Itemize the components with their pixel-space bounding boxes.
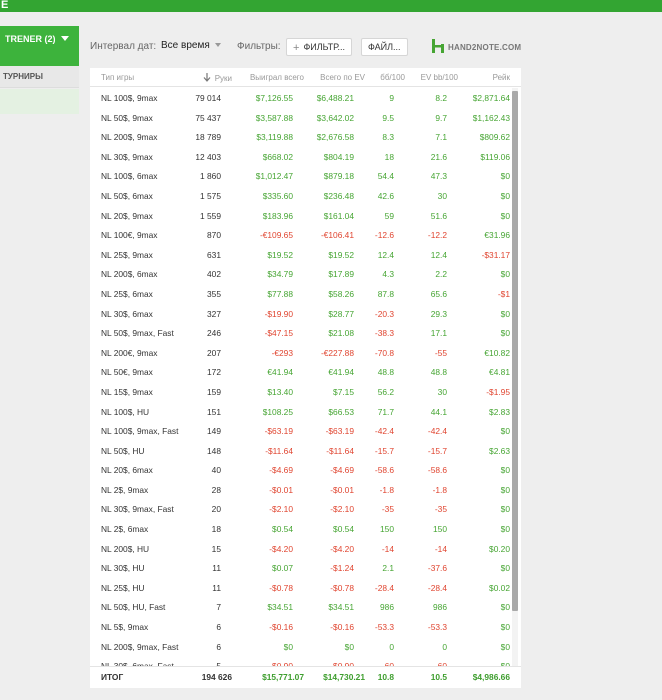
total-won: $15,771.07	[262, 672, 304, 682]
row-rake: $0	[500, 524, 510, 535]
total-ev: $14,730.21	[323, 672, 365, 682]
table-row[interactable]	[90, 539, 510, 559]
top-bar	[0, 0, 662, 12]
row-bb100: -20.3	[374, 308, 394, 319]
row-won: -$0.78	[269, 582, 293, 593]
row-ev: -$4.69	[330, 465, 354, 476]
table-row[interactable]	[90, 284, 510, 304]
row-rake: $2.83	[489, 406, 510, 417]
caret-down-icon	[61, 36, 69, 41]
row-ev-bb100: 44.1	[430, 406, 447, 417]
row-bb100: -38.3	[374, 328, 394, 339]
table-row[interactable]	[90, 441, 510, 461]
row-won: -€109.65	[259, 230, 293, 241]
row-rake: $0	[500, 308, 510, 319]
row-game-type: NL 200$, 9max, Fast	[101, 641, 179, 652]
table-row[interactable]	[90, 206, 510, 226]
table-row[interactable]	[90, 264, 510, 284]
player-selector-label: TRENER (2)	[5, 34, 56, 44]
total-bb100: 10.8	[377, 672, 394, 682]
file-button-label: ФАЙЛ...	[368, 42, 401, 52]
row-rake: €31.96	[484, 230, 510, 241]
row-ev-bb100: -42.4	[427, 426, 447, 437]
sidebar	[0, 12, 79, 700]
row-game-type: NL 25$, 6max	[101, 288, 153, 299]
row-hands: 12 403	[195, 151, 221, 162]
row-won: $0.07	[272, 563, 293, 574]
row-ev: $0.54	[333, 524, 354, 535]
row-ev: -$0.78	[330, 582, 354, 593]
row-rake: -$1	[497, 288, 510, 299]
row-game-type: NL 2$, 9max	[101, 484, 149, 495]
table-row[interactable]	[90, 186, 510, 206]
table-row[interactable]	[90, 323, 510, 343]
row-won: $3,587.88	[255, 112, 293, 123]
row-ev-bb100: -12.2	[427, 230, 447, 241]
row-ev-bb100: 51.6	[430, 210, 447, 221]
row-bb100: 54.4	[377, 171, 394, 182]
row-game-type: NL 5$, 9max	[101, 622, 149, 633]
row-rake: $0	[500, 171, 510, 182]
row-hands: 6	[216, 641, 221, 652]
sort-descending-icon	[203, 73, 211, 82]
row-hands: 172	[207, 367, 221, 378]
row-ev-bb100: 21.6	[430, 151, 447, 162]
row-ev: $161.04	[323, 210, 354, 221]
row-ev: $19.52	[328, 249, 354, 260]
row-game-type: NL 200$, 6max	[101, 269, 158, 280]
table-total-row	[90, 666, 521, 688]
row-ev: -€106.41	[320, 230, 354, 241]
row-bb100: -53.3	[374, 622, 394, 633]
row-rake: -$31.17	[481, 249, 510, 260]
row-bb100: 9	[389, 93, 394, 103]
row-bb100: -12.6	[374, 230, 394, 241]
row-won: $34.51	[267, 602, 293, 613]
row-ev-bb100: 0	[442, 641, 447, 652]
row-ev: $879.18	[323, 171, 354, 182]
row-hands: 1 860	[200, 171, 221, 182]
table-row[interactable]	[90, 617, 510, 637]
row-rake: €4.81	[489, 367, 510, 378]
row-rake: $0	[500, 563, 510, 574]
row-ev: €41.94	[328, 367, 354, 378]
row-bb100: 87.8	[377, 288, 394, 299]
row-ev: $7.15	[333, 386, 354, 397]
row-game-type: NL 50$, HU, Fast	[101, 602, 166, 613]
row-rake: $0	[500, 465, 510, 476]
row-bb100: 0	[389, 641, 394, 652]
row-ev-bb100: 30	[437, 386, 447, 397]
row-game-type: NL 50$, 9max	[101, 112, 153, 123]
column-header-hands[interactable]	[203, 73, 232, 83]
row-bb100: 986	[380, 602, 394, 613]
row-bb100: -28.4	[374, 582, 394, 593]
row-ev-bb100: -15.7	[427, 445, 447, 456]
table-row[interactable]	[90, 597, 510, 617]
table-row[interactable]	[90, 637, 510, 657]
row-rake: $1,162.43	[472, 112, 510, 123]
row-won: -$0.01	[269, 484, 293, 495]
row-ev-bb100: 48.8	[430, 367, 447, 378]
row-ev: $2,676.58	[316, 132, 354, 143]
row-rake: -$1.95	[486, 386, 510, 397]
row-ev-bb100: 7.1	[435, 132, 447, 143]
row-bb100: 59	[384, 210, 394, 221]
row-ev-bb100: -14	[434, 543, 447, 554]
table-row[interactable]	[90, 108, 510, 128]
row-bb100: 9.5	[382, 112, 394, 123]
row-game-type: NL 20$, 9max	[101, 210, 153, 221]
row-hands: 870	[207, 230, 221, 241]
filters-label: Фильтры:	[237, 41, 281, 52]
column-header-type[interactable]: Тип игры	[101, 73, 135, 82]
row-bb100: 12.4	[377, 249, 394, 260]
row-bb100: 42.6	[377, 190, 394, 201]
table-row[interactable]	[90, 578, 510, 598]
app-logo-letter: E	[1, 0, 9, 11]
table-row[interactable]	[90, 480, 510, 500]
row-rake: $2.63	[489, 445, 510, 456]
row-ev: -$63.19	[325, 426, 354, 437]
row-game-type: NL 2$, 6max	[101, 524, 149, 535]
row-ev: $66.53	[328, 406, 354, 417]
row-game-type: NL 25$, HU	[101, 582, 145, 593]
filter-button-label: ФИЛЬТР...	[303, 42, 345, 52]
row-hands: 148	[207, 445, 221, 456]
row-hands: 11	[212, 563, 221, 574]
column-header-won[interactable]: Выиграл всего	[249, 73, 304, 82]
row-hands: 355	[207, 288, 221, 299]
table-row[interactable]	[90, 460, 510, 480]
row-hands: 327	[207, 308, 221, 319]
row-ev: $28.77	[328, 308, 354, 319]
row-won: -$2.10	[269, 504, 293, 515]
row-won: $183.96	[262, 210, 293, 221]
row-ev-bb100: 2.2	[435, 269, 447, 280]
filter-button[interactable]	[286, 38, 352, 56]
row-won: $108.25	[262, 406, 293, 417]
row-won: $0	[283, 641, 293, 652]
row-hands: 18 789	[195, 132, 221, 143]
row-bb100: -15.7	[374, 445, 394, 456]
row-game-type: NL 50€, 9max	[101, 367, 153, 378]
row-ev: -$2.10	[330, 504, 354, 515]
row-ev: $3,642.02	[316, 112, 354, 123]
row-won: -$63.19	[264, 426, 293, 437]
row-game-type: NL 50$, HU	[101, 445, 145, 456]
row-ev: -$1.24	[330, 563, 354, 574]
row-rake: $0	[500, 328, 510, 339]
row-won: -€293	[271, 347, 293, 358]
row-hands: 149	[207, 426, 221, 437]
row-bb100: 150	[380, 524, 394, 535]
row-game-type: NL 100$, HU	[101, 406, 150, 417]
column-header-ev-bb100[interactable]: EV bb/100	[420, 73, 458, 82]
row-game-type: NL 100€, 9max	[101, 230, 158, 241]
date-interval-label: Интервал дат:	[90, 41, 157, 52]
row-rake: $0	[500, 504, 510, 515]
total-hands: 194 626	[201, 672, 232, 682]
row-ev: $17.89	[328, 269, 354, 280]
row-hands: 28	[211, 484, 221, 495]
row-won: $668.02	[262, 151, 293, 162]
row-bb100: -58.6	[374, 465, 394, 476]
row-hands: 18	[211, 524, 221, 535]
player-selector-button[interactable]	[0, 26, 79, 66]
row-rake: $0.02	[489, 582, 510, 593]
row-rake: $0	[500, 426, 510, 437]
row-bb100: 56.2	[377, 386, 394, 397]
row-ev: -€227.88	[320, 347, 354, 358]
row-game-type: NL 25$, 9max	[101, 249, 153, 260]
row-won: $0.54	[272, 524, 293, 535]
table-row[interactable]	[90, 127, 510, 147]
total-rake: $4,986.66	[472, 672, 510, 682]
row-rake: $0	[500, 210, 510, 221]
row-ev: $34.51	[328, 602, 354, 613]
row-rake: $0	[500, 190, 510, 201]
row-ev-bb100: 12.4	[430, 249, 447, 260]
row-ev: $236.48	[323, 190, 354, 201]
hand2note-brand[interactable]	[432, 39, 521, 55]
row-rake: $0	[500, 622, 510, 633]
row-ev-bb100: -55	[434, 347, 447, 358]
row-ev: -$11.64	[326, 445, 354, 456]
hand2note-logo-icon	[432, 39, 444, 53]
row-hands: 1 575	[200, 190, 221, 201]
row-won: €41.94	[267, 367, 293, 378]
row-rake: $119.06	[480, 151, 510, 162]
row-hands: 11	[212, 582, 221, 593]
row-bb100: 18	[384, 151, 394, 162]
main-content	[79, 12, 662, 700]
row-game-type: NL 200$, HU	[101, 543, 150, 554]
row-ev: -$4.20	[330, 543, 354, 554]
row-won: $335.60	[262, 190, 293, 201]
row-bb100: -14	[381, 543, 394, 554]
date-interval-value: Все время	[161, 40, 210, 51]
brand-text: HAND2NOTE.COM	[448, 43, 522, 52]
row-ev: $58.26	[328, 288, 354, 299]
plus-icon: +	[293, 42, 300, 54]
row-ev: $6,488.21	[316, 93, 354, 103]
row-ev-bb100: -53.3	[427, 622, 447, 633]
row-hands: 15	[211, 543, 221, 554]
row-ev-bb100: 17.1	[430, 328, 447, 339]
row-won: -$11.64	[265, 445, 293, 456]
table-scrollbar-thumb[interactable]	[512, 91, 518, 611]
row-game-type: NL 200$, 9max	[101, 132, 158, 143]
row-ev-bb100: 65.6	[430, 288, 447, 299]
row-bb100: -1.8	[379, 484, 394, 495]
table-row[interactable]	[90, 166, 510, 186]
row-won: -$0.16	[269, 622, 293, 633]
row-won: $13.40	[267, 386, 293, 397]
column-header-hands-label: Руки	[214, 74, 232, 83]
row-game-type: NL 30$, 6max	[101, 308, 153, 319]
row-ev-bb100: -1.8	[432, 484, 447, 495]
row-rake: $0	[500, 484, 510, 495]
row-hands: 159	[207, 386, 221, 397]
row-game-type: NL 30$, 9max	[101, 151, 153, 162]
sidebar-item-tournaments[interactable]: ТУРНИРЫ	[0, 66, 79, 88]
row-ev: -$0.01	[330, 484, 354, 495]
row-rake: $809.62	[479, 132, 510, 143]
row-game-type: NL 30$, 9max, Fast	[101, 504, 174, 515]
column-header-ev[interactable]: Всего по EV	[320, 73, 365, 82]
column-header-bb100[interactable]: бб/100	[380, 73, 405, 82]
row-ev-bb100: 30	[437, 190, 447, 201]
row-rake: $0.20	[489, 543, 510, 554]
row-game-type: NL 100$, 9max	[101, 93, 158, 103]
row-won: -$47.15	[264, 328, 293, 339]
row-hands: 79 014	[195, 93, 221, 103]
table-row[interactable]	[90, 245, 510, 265]
table-body	[90, 88, 510, 665]
table-row[interactable]	[90, 402, 510, 422]
row-ev-bb100: 8.2	[435, 93, 447, 103]
row-rake: $2,871.64	[472, 93, 510, 103]
table-row[interactable]	[90, 499, 510, 519]
row-bb100: 48.8	[377, 367, 394, 378]
total-ev-bb100: 10.5	[430, 672, 447, 682]
row-hands: 207	[207, 347, 221, 358]
row-game-type: NL 30$, HU	[101, 563, 145, 574]
table-row[interactable]	[90, 421, 510, 441]
row-won: -$4.69	[269, 465, 293, 476]
row-game-type: NL 50$, 9max, Fast	[101, 328, 174, 339]
date-interval-select[interactable]	[161, 40, 221, 51]
row-ev-bb100: -35	[434, 504, 447, 515]
row-hands: 402	[207, 269, 221, 280]
table-row[interactable]	[90, 147, 510, 167]
row-won: $7,126.55	[255, 93, 293, 103]
row-hands: 7	[216, 602, 221, 613]
table-header	[90, 68, 521, 87]
row-ev: $0	[344, 641, 354, 652]
row-ev-bb100: 986	[433, 602, 447, 613]
column-header-rake[interactable]: Рейк	[492, 73, 510, 82]
row-bb100: -35	[381, 504, 394, 515]
row-won: $19.52	[267, 249, 293, 260]
row-hands: 1 559	[200, 210, 221, 221]
table-row[interactable]	[90, 343, 510, 363]
row-ev-bb100: 29.3	[430, 308, 447, 319]
row-ev-bb100: 150	[433, 524, 447, 535]
row-rake: $0	[500, 602, 510, 613]
row-won: -$19.90	[264, 308, 293, 319]
row-hands: 75 437	[195, 112, 221, 123]
row-ev-bb100: -37.6	[427, 563, 447, 574]
row-bb100: 8.3	[382, 132, 394, 143]
row-hands: 20	[211, 504, 221, 515]
row-won: $1,012.47	[255, 171, 293, 182]
filter-toolbar	[79, 12, 662, 67]
caret-down-icon	[215, 43, 221, 47]
row-won: $34.79	[267, 269, 293, 280]
results-table	[90, 68, 521, 688]
row-game-type: NL 100$, 6max	[101, 171, 158, 182]
row-game-type: NL 20$, 6max	[101, 465, 153, 476]
row-ev-bb100: 47.3	[430, 171, 447, 182]
table-row[interactable]	[90, 362, 510, 382]
row-bb100: -70.8	[374, 347, 394, 358]
row-ev: $804.19	[323, 151, 354, 162]
row-won: -$4.20	[269, 543, 293, 554]
row-won: $3,119.88	[256, 132, 293, 143]
sidebar-selected-item[interactable]	[0, 89, 79, 114]
row-game-type: NL 15$, 9max	[101, 386, 153, 397]
row-game-type: NL 50$, 6max	[101, 190, 153, 201]
row-bb100: -42.4	[374, 426, 394, 437]
table-row[interactable]	[90, 88, 510, 108]
row-hands: 6	[216, 622, 221, 633]
row-game-type: NL 200€, 9max	[101, 347, 158, 358]
row-ev-bb100: 9.7	[435, 112, 447, 123]
row-ev-bb100: -28.4	[427, 582, 447, 593]
row-rake: $0	[500, 641, 510, 652]
row-rake: $0	[500, 269, 510, 280]
row-hands: 151	[207, 406, 221, 417]
table-row[interactable]	[90, 304, 510, 324]
table-row[interactable]	[90, 519, 510, 539]
row-hands: 40	[211, 465, 221, 476]
row-ev: $21.08	[328, 328, 354, 339]
row-won: $77.88	[267, 288, 293, 299]
row-rake: €10.82	[484, 347, 510, 358]
row-hands: 246	[207, 328, 221, 339]
row-hands: 631	[207, 249, 221, 260]
total-label: ИТОГ	[101, 672, 124, 682]
row-bb100: 4.3	[382, 269, 394, 280]
table-row[interactable]	[90, 225, 510, 245]
table-row[interactable]	[90, 382, 510, 402]
row-ev: -$0.16	[330, 622, 354, 633]
table-row[interactable]	[90, 558, 510, 578]
file-button[interactable]	[361, 38, 408, 56]
row-ev-bb100: -58.6	[427, 465, 447, 476]
row-bb100: 71.7	[377, 406, 394, 417]
row-bb100: 2.1	[382, 563, 394, 574]
row-game-type: NL 100$, 9max, Fast	[101, 426, 179, 437]
